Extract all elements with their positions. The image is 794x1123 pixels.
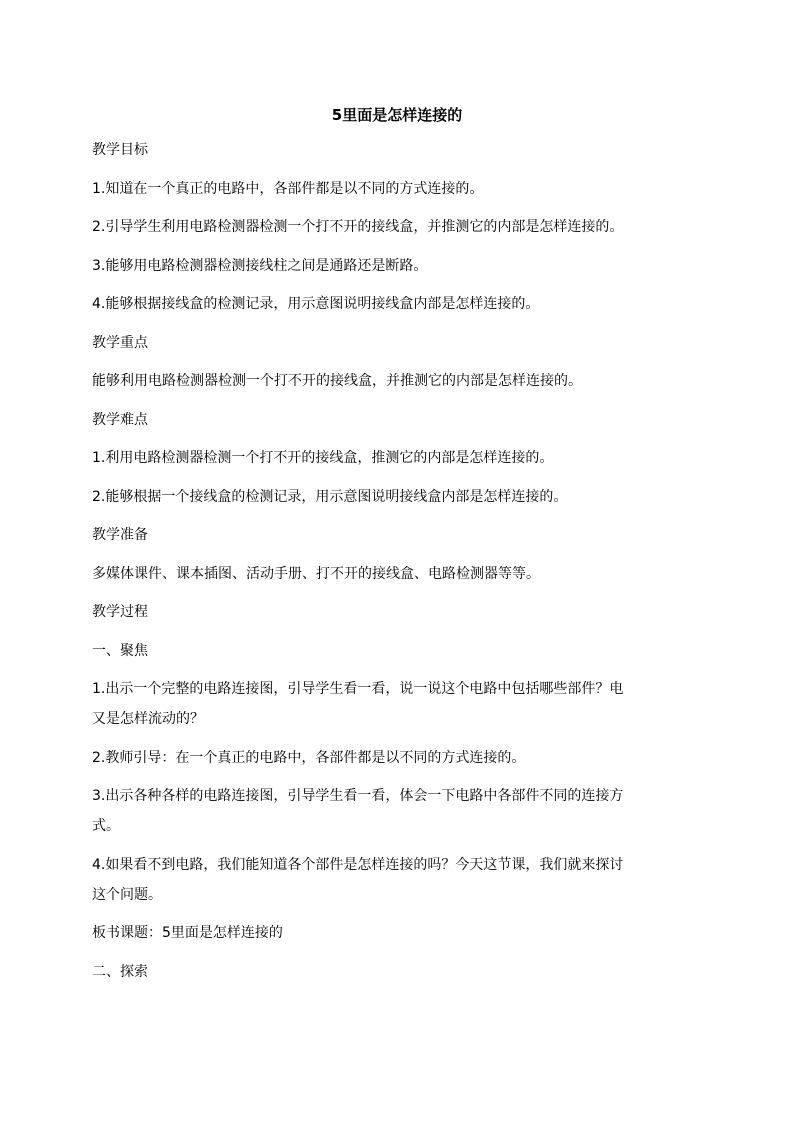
difficulty-item-1: 1.利用电路检测器检测一个打不开的接线盒，推测它的内部是怎样连接的。 [92,450,554,466]
board-title-text: 板书课题：5里面是怎样连接的 [92,925,283,941]
objective-item-3: 3.能够用电路检测器检测接线柱之间是通路还是断路。 [92,257,428,274]
document-body [92,140,702,1000]
preparation-text: 多媒体课件、课本插图、活动手册、打不开的接线盒、电路检测器等等。 [92,565,540,582]
objective-item-2: 2.引导学生利用电路检测器检测一个打不开的接线盒，并推测它的内部是怎样连接的。 [92,219,624,235]
focus-item-4-line-1: 4.如果看不到电路，我们能知道各个部件是怎样连接的吗？今天这节课，我们就来探讨 [92,856,624,873]
focus-item-3-line-2: 式。 [92,818,120,834]
focus-item-1-line-1: 1.出示一个完整的电路连接图，引导学生看一看，说一说这个电路中包括哪些部件？电 [92,681,624,697]
objective-item-1: 1.知道在一个真正的电路中，各部件都是以不同的方式连接的。 [92,180,484,197]
objective-item-4: 4.能够根据接线盒的检测记录，用示意图说明接线盒内部是怎样连接的。 [92,296,540,312]
section-heading-objectives: 教学目标 [92,142,148,158]
focus-item-1-line-2: 又是怎样流动的？ [92,711,204,727]
difficulty-item-2: 2.能够根据一个接线盒的检测记录，用示意图说明接线盒内部是怎样连接的。 [92,488,568,505]
section-heading-preparation: 教学准备 [92,527,148,543]
section-heading-key-points: 教学重点 [92,334,148,351]
key-point-text: 能够利用电路检测器检测一个打不开的接线盒，并推测它的内部是怎样连接的。 [92,373,582,389]
document-title: 5里面是怎样连接的 [331,106,463,124]
section-heading-process: 教学过程 [92,604,148,620]
focus-item-2: 2.教师引导：在一个真正的电路中，各部件都是以不同的方式连接的。 [92,749,526,766]
focus-item-4-line-2: 这个问题。 [92,886,162,903]
focus-item-3-line-1: 3.出示各种各样的电路连接图，引导学生看一看，体会一下电路中各部件不同的连接方 [92,788,624,804]
subsection-heading-explore: 二、探索 [92,963,148,980]
section-heading-difficulties: 教学难点 [92,411,148,428]
subsection-heading-focus: 一、聚焦 [92,642,148,659]
